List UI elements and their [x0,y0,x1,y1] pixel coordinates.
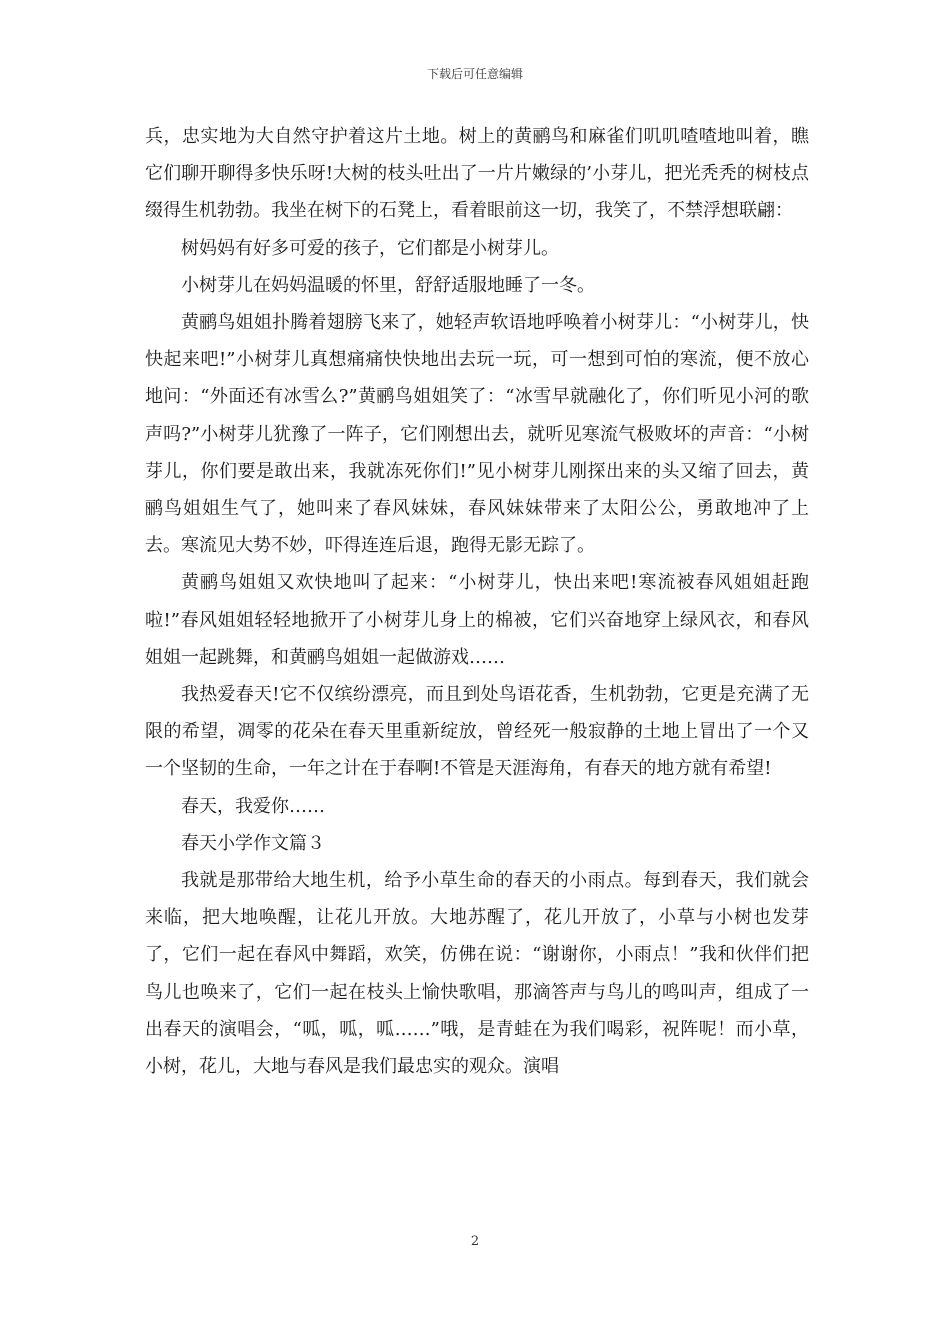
paragraph-8: 我就是那带给大地生机，给予小草生命的春天的小雨点。每到春天，我们就会来临，把大地唤醒，让花儿开放。大地苏醒了，花儿开放了，小草与小树也发芽了，它们一起在春风中舞蹈，欢笑，仿佛在说：“谢谢你，小雨点！”我和伙伴们把鸟儿也唤来了，它们一起在枝头上愉快歌唱，那滴答声与鸟儿的鸣叫声，组成了一出春天的演唱会，“呱，呱，呱……”哦，是青蛙在为我们喝彩，祝阵呢！而小草，小树，花儿，大地与春风是我们最忠实的观众。演唱 [145,870,809,1078]
document-body [145,118,809,1085]
paragraph-4: 黄鹂鸟姐姐扑腾着翅膀飞来了，她轻声软语地呼唤着小树芽儿：“小树芽儿，快快起来吧!”小树芽儿真想痛痛快快地出去玩一玩，可一想到可怕的寒流，便不放心地问：“外面还有冰雪么?”黄鹂鸟姐姐笑了：“冰雪早就融化了，你们听见小河的歌声吗?”小树芽儿犹豫了一阵子，它们刚想出去，就听见寒流气极败坏的声音：“小树芽儿，你们要是敢出来，我就冻死你们!”见小树芽儿刚探出来的头又缩了回去，黄鹂鸟姐姐生气了，她叫来了春风妹妹，春风妹妹带来了太阳公公，勇敢地冲了上去。寒流见大势不妙，吓得连连后退，跑得无影无踪了。 [145,312,809,557]
paragraph-1: 兵，忠实地为大自然守护着这片土地。树上的黄鹂鸟和麻雀们叽叽喳喳地叫着，瞧它们聊开聊得多快乐呀!大树的枝头吐出了一片片嫩绿的’小芽儿，把光秃秃的树枝点缀得生机勃勃。我坐在树下的石凳上，看着眼前这一切，我笑了，不禁浮想联翩： [145,126,809,222]
paragraph-7: 春天，我爱你…… [181,795,325,817]
paragraph-6: 我热爱春天!它不仅缤纷漂亮，而且到处鸟语花香，生机勃勃，它更是充满了无限的希望，凋零的花朵在春天里重新绽放，曾经死一般寂静的土地上冒出了一个又一个坚韧的生命，一年之计在于春啊!不管是天涯海角，有春天的地方就有希望! [145,684,809,780]
page-number: 2 [470,1234,480,1249]
paragraph-3: 小树芽儿在妈妈温暖的怀里，舒舒适服地睡了一冬。 [181,274,595,296]
section-heading: 春天小学作文篇３ [181,832,325,854]
paragraph-5: 黄鹂鸟姐姐又欢快地叫了起来：“小树芽儿，快出来吧!寒流被春风姐姐赶跑啦!”春风姐姐轻轻地掀开了小树芽儿身上的棉被，它们兴奋地穿上绿风衣，和春风姐姐一起跳舞，和黄鹂鸟姐姐一起做游戏…… [145,572,809,668]
paragraph-2: 树妈妈有好多可爱的孩子，它们都是小树芽儿。 [181,237,559,259]
page-header: 下载后可任意编辑 [426,67,523,81]
